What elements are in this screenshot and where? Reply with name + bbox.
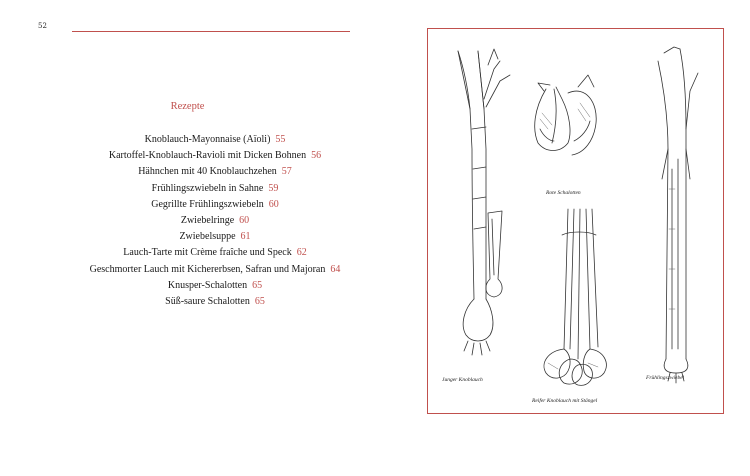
caption-fruehlingszwiebel: Frühlingszwiebel [646,375,685,381]
recipe-list [60,132,370,310]
recipe-name: Knoblauch-Mayonnaise (Aïoli) [144,134,271,145]
recipe-item [60,132,370,148]
recipe-name: Geschmorter Lauch mit Kichererbsen, Safran und Majoran [89,263,326,275]
right-page [375,0,750,476]
section-title: Rezepte [170,101,205,112]
recipe-page: 65 [252,279,263,291]
header-rule [72,31,350,32]
recipe-page: 62 [296,247,307,259]
recipe-page: 65 [254,295,265,307]
recipe-page: 64 [330,263,341,275]
hatching [540,103,675,369]
recipe-page: 57 [281,166,292,178]
recipe-page: 55 [275,134,286,145]
caption-junger-knoblauch: Junger Knoblauch [442,377,483,383]
recipe-page: 56 [311,150,322,162]
recipe-item [60,294,370,310]
knoblauch-stalk-drawing [486,211,502,297]
recipe-page: 60 [268,198,279,210]
caption-rote-schalotten: Rote Schalotten [546,190,581,196]
recipe-page: 61 [240,231,251,243]
illustration-frame [427,28,724,414]
recipe-name: Frühlingszwiebeln in Sahne [151,182,264,194]
recipe-name: Lauch-Tarte mit Crème fraîche und Speck [123,247,292,259]
recipe-name: Gegrillte Frühlingszwiebeln [151,198,264,210]
page-number: 52 [38,22,47,30]
recipe-name: Süß-saure Schalotten [165,295,250,307]
recipe-item [60,148,370,164]
recipe-item [60,278,370,294]
recipe-item [60,245,370,261]
caption-reifer-knoblauch: Reifer Knoblauch mit Stängel [532,398,598,404]
junger-knoblauch-drawing [458,49,510,355]
botanical-illustration [428,29,725,415]
recipe-name: Kartoffel-Knoblauch-Ravioli mit Dicken Bohnen [108,150,307,162]
recipe-page: 59 [268,182,279,194]
reifer-knoblauch-drawing [544,209,606,385]
recipe-name: Hähnchen mit 40 Knoblauchzehen [138,166,277,178]
recipe-item [60,197,370,213]
recipe-item [60,262,370,278]
recipe-item [60,213,370,229]
recipe-item [60,164,370,180]
recipe-page: 60 [239,214,250,226]
recipe-name: Knusper-Schalotten [167,279,248,291]
fruehlingszwiebel-drawing [658,47,698,383]
recipe-name: Zwiebelringe [180,214,235,226]
recipe-item [60,229,370,245]
recipe-item [60,181,370,197]
recipe-name: Zwiebelsuppe [179,231,236,243]
